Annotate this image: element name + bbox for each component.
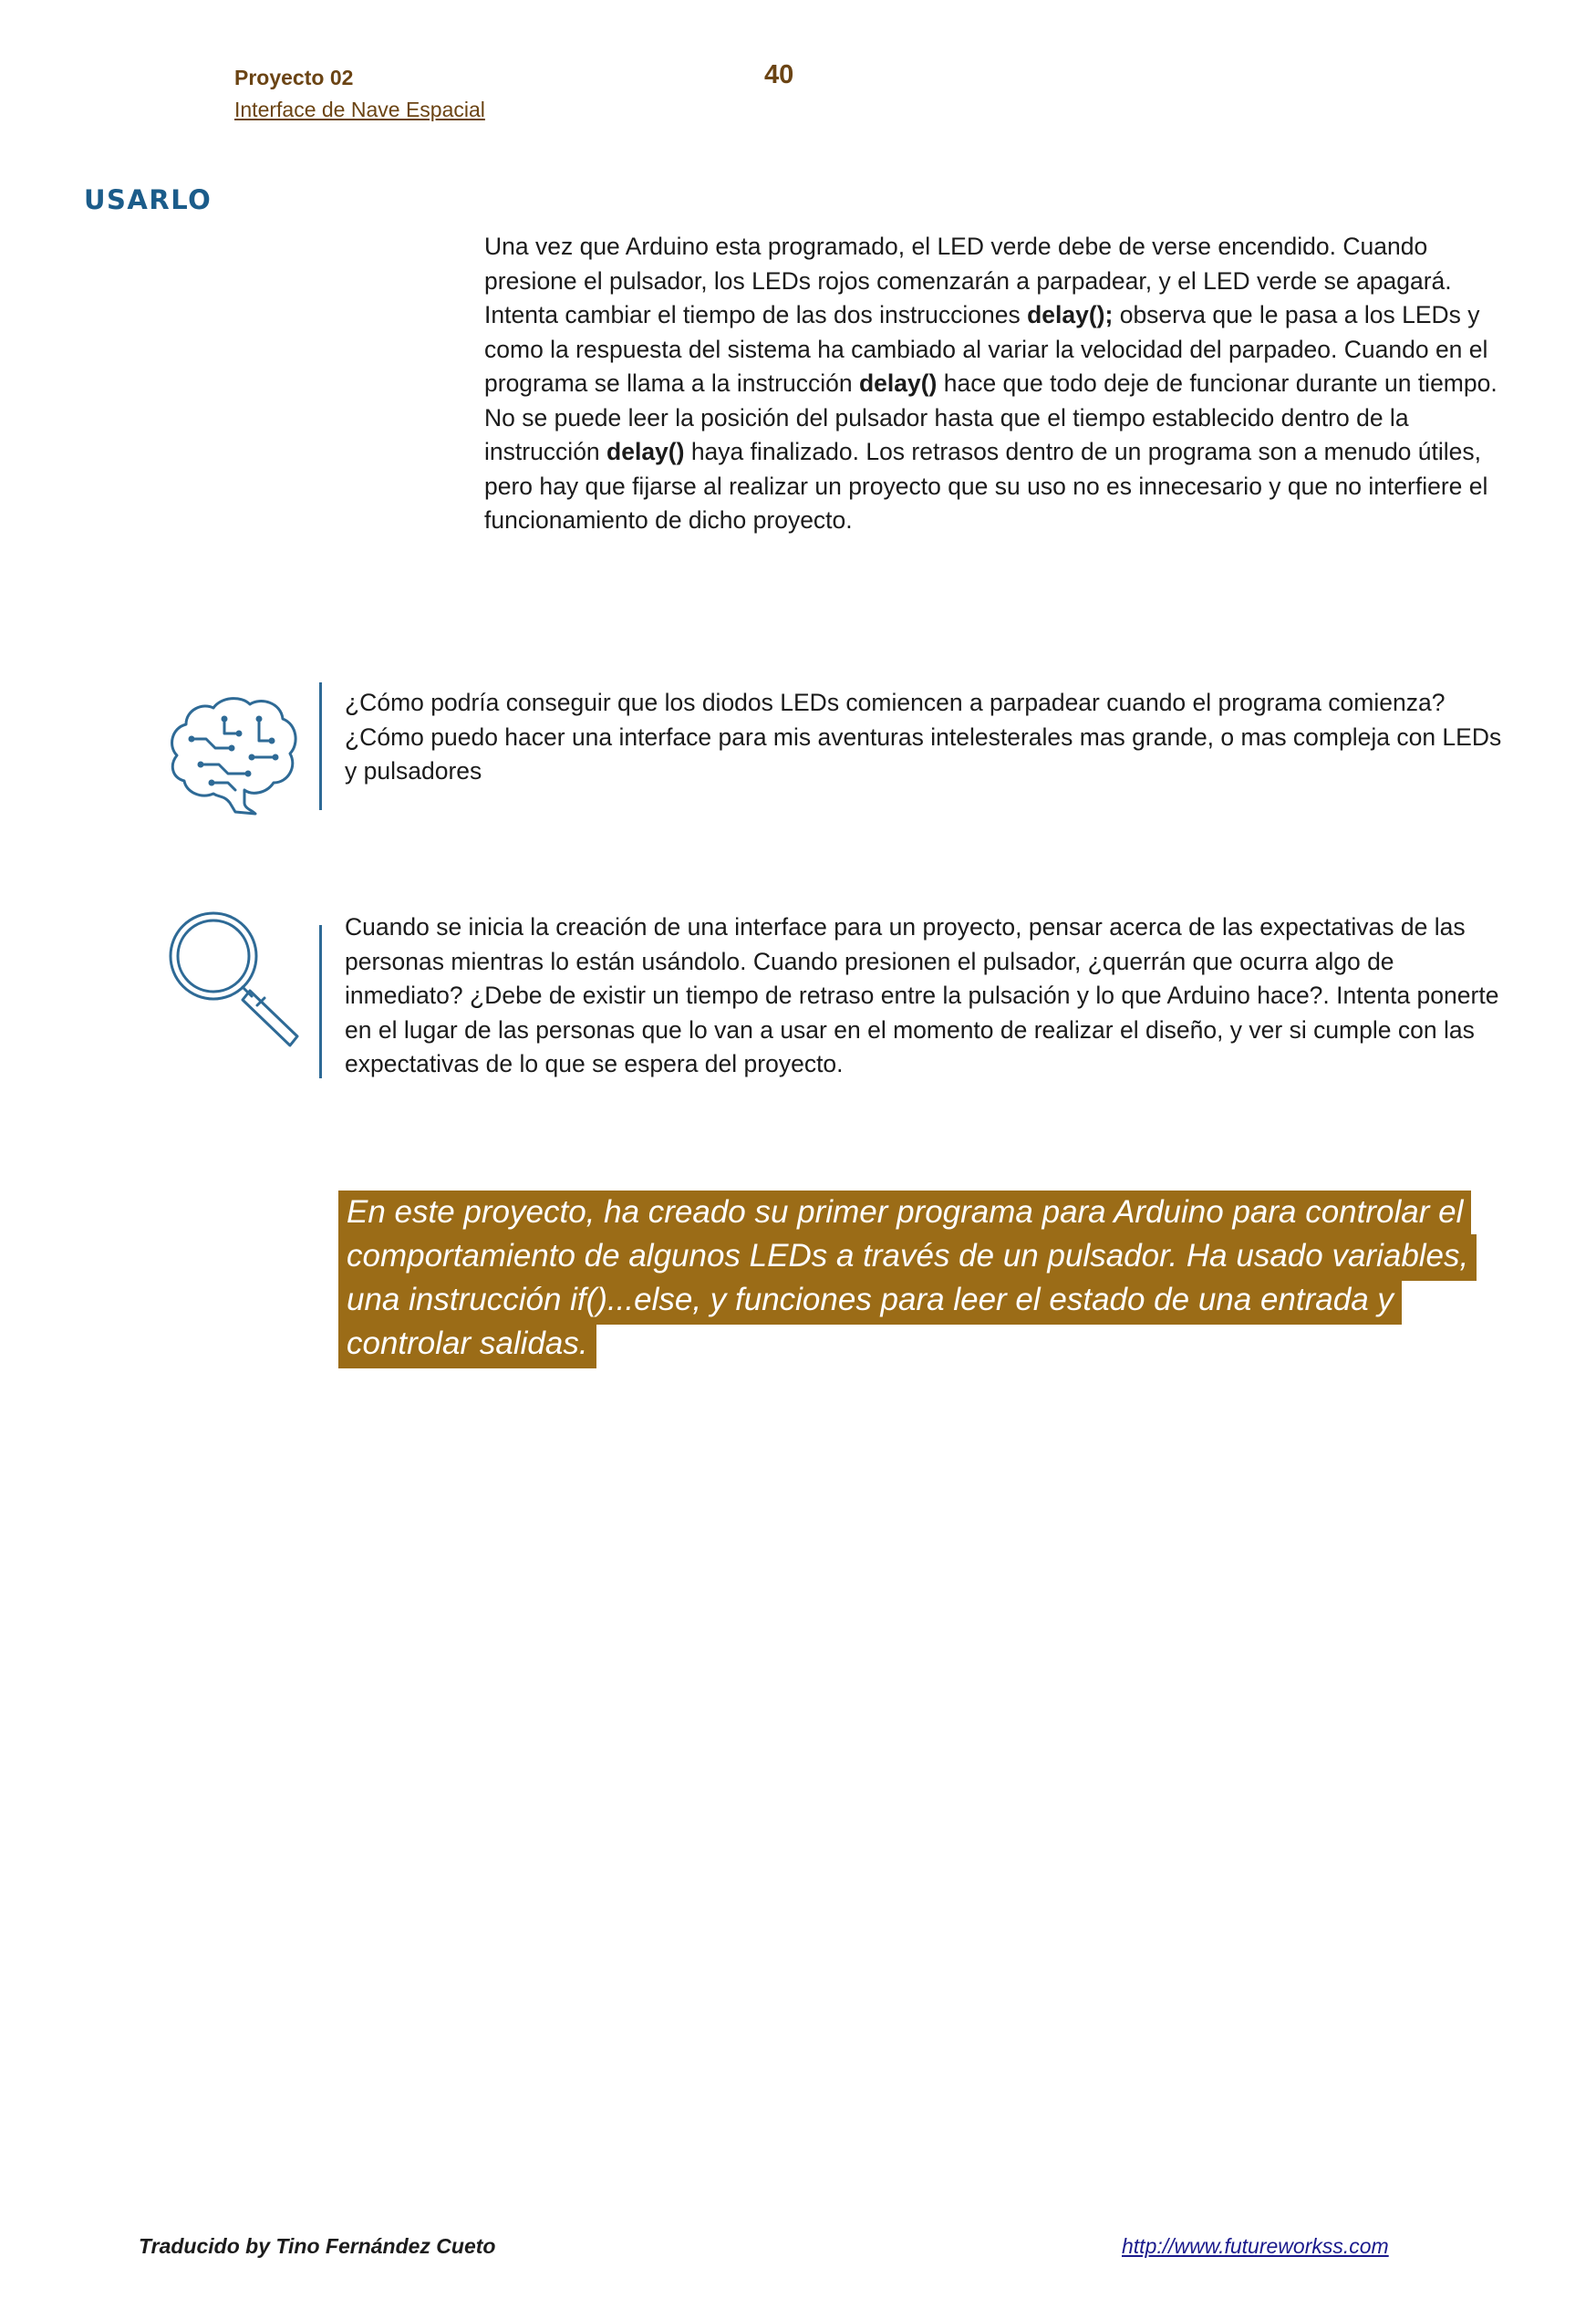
tip-callout-divider	[319, 925, 322, 1078]
section-heading: USARLO	[84, 184, 212, 215]
footer-website-link[interactable]: http://www.futureworkss.com	[1122, 2234, 1389, 2258]
usarlo-paragraph	[484, 230, 1501, 538]
paragraph-text: haya finalizado. Los retrasos dentro de un programa son a menudo útiles, pero hay que fijarse al realizar un proyecto que su uso no es innecesario y que no interfiere el funcionamiento de dicho proyecto.	[484, 438, 1488, 534]
code-delay-1: delay();	[1027, 301, 1114, 328]
page-number: 40	[764, 60, 794, 89]
code-delay-2: delay()	[858, 369, 938, 397]
summary-text: En este proyecto, ha creado su primer programa para Arduino para controlar el comportamiento de algunos LEDs a través de un pulsador. Ha usado variables, una instrucción if()...else, y funciones para leer el estado de una entrada y controlar salidas.	[338, 1191, 1477, 1368]
header-project-label: Proyecto 02	[234, 66, 354, 89]
summary-box	[338, 1191, 1510, 1366]
code-delay-3: delay()	[606, 438, 685, 465]
question-callout-text: ¿Cómo podría conseguir que los diodos LEDs comiencen a parpadear cuando el programa comienza? ¿Cómo puedo hacer una interface para mis aventuras intelesterales mas grande, o mas compleja con LEDs y pulsadores	[345, 689, 1502, 785]
question-callout-divider	[319, 682, 322, 810]
magnifying-glass-icon	[166, 909, 306, 1051]
brain-icon	[164, 692, 301, 821]
header-subtitle-link[interactable]: Interface de Nave Espacial	[234, 98, 485, 121]
tip-callout-text: Cuando se inicia la creación de una interface para un proyecto, pensar acerca de las expectativas de las personas mientras lo están usándolo. Cuando presionen el pulsador, ¿querrán que ocurra algo de inmediato? ¿Debe de existir un tiempo de retraso entre la pulsación y lo que Arduino hace?. Intenta ponerte en el lugar de las personas que lo van a usar en el momento de realizar el diseño, y ver si cumple con las expectativas de lo que se espera del proyecto.	[345, 913, 1499, 1077]
paragraph-text: observa que le pasa a los LEDs y como la respuesta del sistema ha cambiado al variar la velocidad del parpadeo. Cuando en el programa se llama a la instrucción	[484, 301, 1488, 397]
paragraph-text: hace que todo deje de funcionar durante un tiempo. No se puede leer la posición del pulsador hasta que el tiempo establecido dentro de la instrucción	[484, 369, 1498, 465]
paragraph-text: Una vez que Arduino esta programado, el LED verde debe de verse encendido. Cuando presione el pulsador, los LEDs rojos comenzarán a parpadear, y el LED verde se apagará. Intenta cambiar el tiempo de las dos instrucciones	[484, 233, 1452, 328]
footer-credit: Traducido by Tino Fernández Cueto	[139, 2234, 496, 2258]
